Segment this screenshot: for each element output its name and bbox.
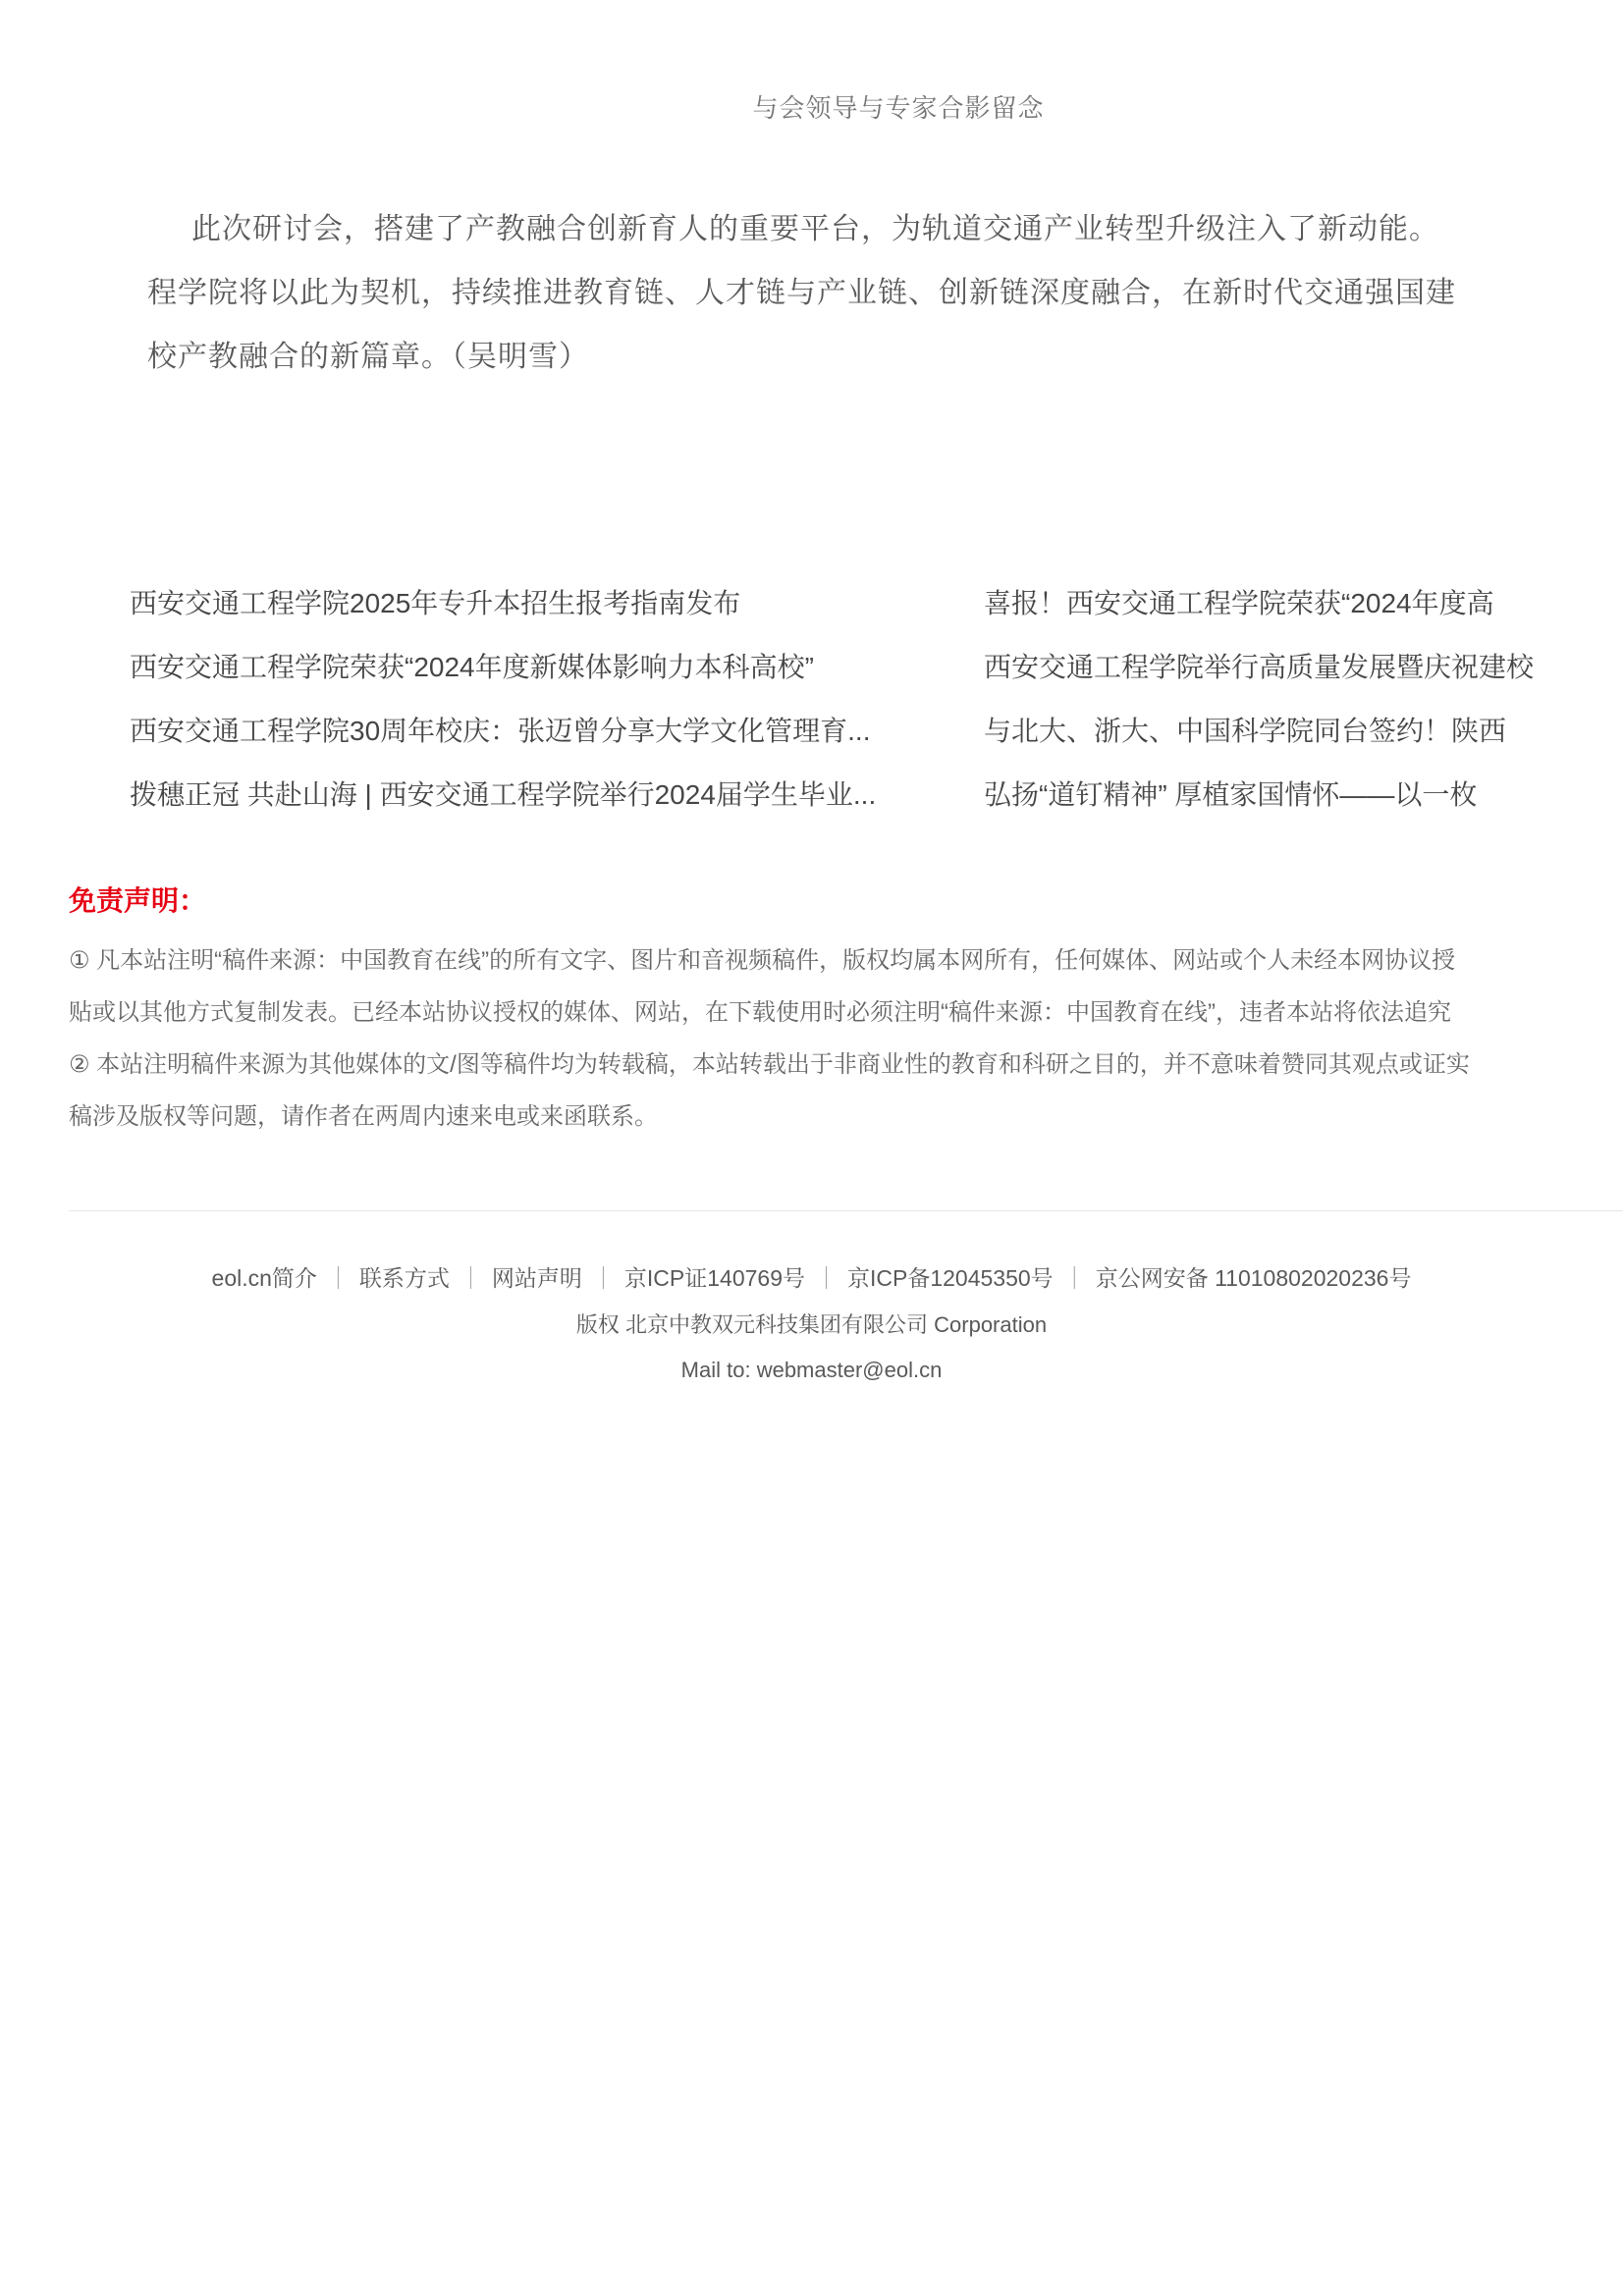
footer-mail: Mail to: webmaster@eol.cn <box>680 1358 943 1382</box>
related-news-link[interactable]: 西安交通工程学院举行高质量发展暨庆祝建校 <box>984 652 1535 682</box>
article-paragraph <box>147 197 1623 389</box>
footer-link-about[interactable]: eol.cn简介 <box>211 1265 317 1291</box>
paragraph-line: 此次研讨会，搭建了产教融合创新育人的重要平台，为轨道交通产业转型升级注入了新动能。 <box>191 213 1439 245</box>
footer-link-icp-license[interactable]: 京ICP证140769号 <box>623 1265 805 1291</box>
footer-separator: ｜ <box>326 1265 350 1291</box>
disclaimer-line: 贴或以其他方式复制发表。已经本站协议授权的媒体、网站，在下载使用时必须注明“稿件来源：中国教育在线”，违者本站将依法追究 <box>69 999 1451 1026</box>
footer-separator: ｜ <box>459 1265 482 1291</box>
related-news-link[interactable]: 喜报！西安交通工程学院荣获“2024年度高 <box>984 588 1494 618</box>
footer-link-icp-record[interactable]: 京ICP备12045350号 <box>847 1265 1054 1291</box>
disclaimer-line: ② 本站注明稿件来源为其他媒体的文/图等稿件均为转载稿，本站转载出于非商业性的教育和科研之目的，并不意味着赞同其观点或证实 <box>69 1051 1470 1078</box>
related-news-link[interactable]: 西安交通工程学院30周年校庆：张迈曾分享大学文化管理育... <box>130 716 871 746</box>
related-news-link[interactable]: 弘扬“道钉精神” 厚植家国情怀——以一枚 <box>984 779 1478 810</box>
related-news-link[interactable]: 西安交通工程学院荣获“2024年度新媒体影响力本科高校” <box>130 652 814 682</box>
footer-links-row <box>0 1258 1623 1298</box>
disclaimer-heading: 免责声明： <box>69 885 207 916</box>
disclaimer-line: ① 凡本站注明“稿件来源：中国教育在线”的所有文字、图片和音视频稿件，版权均属本网所有，任何媒体、网站或个人未经本网协议授 <box>69 947 1456 974</box>
footer-separator: ｜ <box>815 1265 838 1291</box>
footer-separator: ｜ <box>1062 1265 1086 1291</box>
related-news-right-column <box>984 571 1623 827</box>
disclaimer-text <box>69 934 1623 1143</box>
footer-link-contact[interactable]: 联系方式 <box>358 1265 450 1291</box>
paragraph-line: 校产教融合的新篇章。（吴明雪） <box>147 341 589 373</box>
footer-divider <box>69 1210 1623 1211</box>
footer-separator: ｜ <box>591 1265 615 1291</box>
photo-caption: 与会领导与专家合影留念 <box>752 93 1045 123</box>
related-news-link[interactable]: 拨穗正冠 共赴山海 | 西安交通工程学院举行2024届学生毕业... <box>130 779 877 810</box>
footer-copyright: 版权 北京中教双元科技集团有限公司 Corporation <box>575 1312 1048 1337</box>
related-news-link[interactable]: 与北大、浙大、中国科学院同台签约！陕西 <box>984 716 1507 746</box>
footer-link-security-record[interactable]: 京公网安备 11010802020236号 <box>1095 1265 1412 1291</box>
paragraph-line: 程学院将以此为契机，持续推进教育链、人才链与产业链、创新链深度融合，在新时代交通强国建 <box>147 277 1456 309</box>
disclaimer-line: 稿涉及版权等问题，请作者在两周内速来电或来函联系。 <box>69 1103 658 1130</box>
related-news-link[interactable]: 西安交通工程学院2025年专升本招生报考指南发布 <box>130 588 741 618</box>
footer-link-site-statement[interactable]: 网站声明 <box>491 1265 582 1291</box>
related-news-left-column <box>130 571 974 827</box>
